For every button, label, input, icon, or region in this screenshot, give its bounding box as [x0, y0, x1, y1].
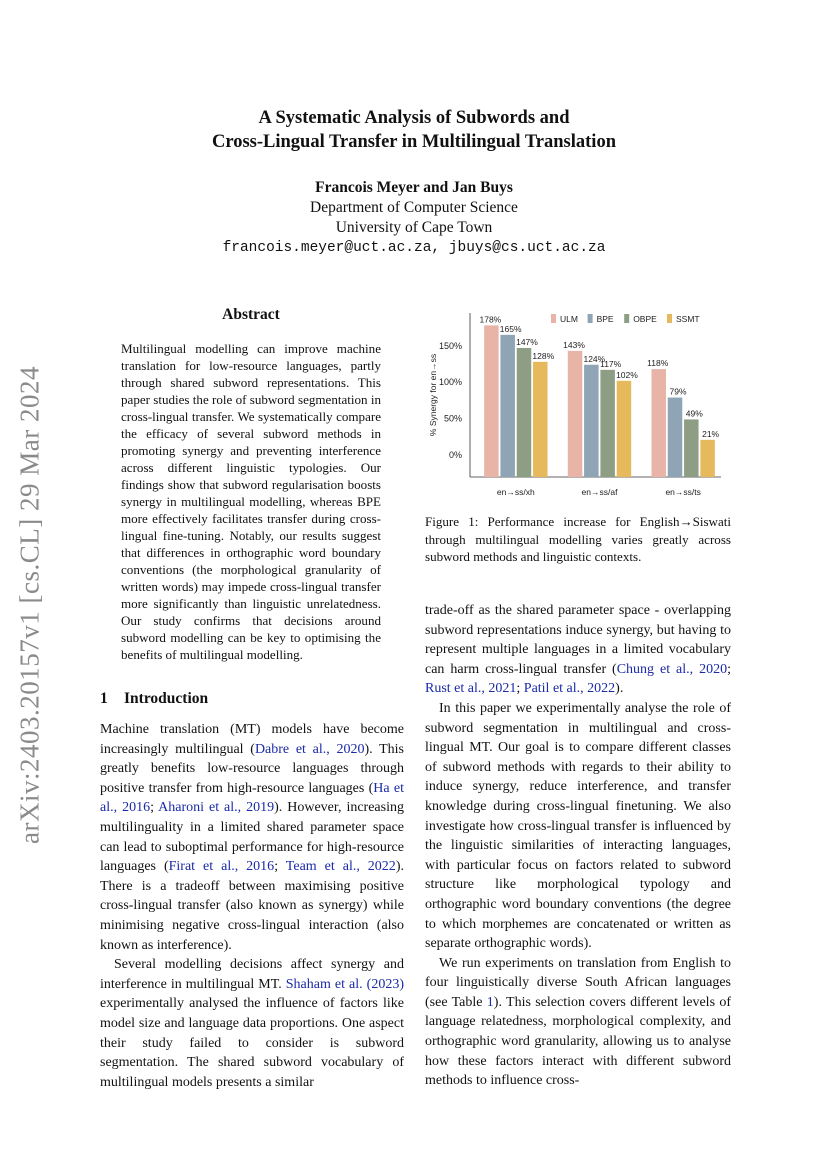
arxiv-stamp: arXiv:2403.20157v1 [cs.CL] 29 Mar 2024 — [14, 366, 45, 844]
paragraph: Machine translation (MT) models have become increasingly multilingual (Dabre et al., 2020). This greatly benefits low-resource languages through positive transfer from high-resource languages (Ha et al., 2016; Aharoni et al., 2019). However, increasing multilinguality in a limited shared parameter space can lead to suboptimal performance for high-resource languages (Firat et al., 2016; Team et al., 2022). There is a tradeoff between maximising positive cross-lingual transfer (also known as synergy) while minimising negative cross-lingual interaction (also known as interference). — [100, 722, 405, 953]
data-label: 178% — [479, 314, 502, 325]
citation-link[interactable]: Ha et al., 2016 — [100, 780, 405, 816]
data-label: 128% — [532, 350, 555, 361]
x-category-label: en→ss/xh — [496, 487, 535, 497]
citation-link[interactable]: Rust et al., 2021 — [425, 681, 517, 697]
citation-link[interactable]: Aharoni et al., 2019 — [158, 800, 275, 816]
bar-obpe — [684, 419, 699, 477]
legend-swatch — [588, 314, 593, 323]
author-block — [100, 178, 728, 258]
data-label: 147% — [516, 336, 538, 347]
y-tick-label: 0% — [448, 450, 462, 461]
paragraph: Several modelling decisions affect synergy and interference in multilingual MT. Shaham et al. (2023) experimentally analysed the influence of factors like model size and language data proportions. One aspect their study failed to consider is subword segmentation. The shared subword vocabulary of multilingual models presents a similar — [100, 957, 404, 1090]
legend-label: OBPE — [633, 314, 657, 324]
figure-caption: Figure 1: Performance increase for English→Siswati through multilingual modelling varies greatly across subword methods and linguistic contexts. — [425, 514, 731, 564]
paragraph: In this paper we experimentally analyse the role of subword segmentation in multilingual and cross-lingual MT. Our goal is to compare different classes of subword methods with regards to their ability to induce synergy, reduce interference, and transfer knowledge during cross-lingual finetuning. We also investigate how cross-lingual transfer is influenced by the linguistic similarities of interacting languages, with particular focus on factors related to subword structure like morphological typology and orthographic word boundary conventions (the degree to which morphemes are concatenated or written as separate orthographic words). — [425, 700, 731, 952]
y-tick-label: 50% — [443, 413, 462, 424]
data-label: 21% — [702, 428, 720, 439]
bar-bpe — [584, 365, 599, 477]
citation-link[interactable]: Firat et al., 2016 — [168, 859, 275, 875]
figure-1 — [425, 305, 731, 505]
section-number: 1 — [100, 690, 108, 707]
bar-ssmt — [533, 362, 548, 477]
legend-label: ULM — [560, 314, 578, 324]
legend-label: SSMT — [676, 314, 700, 324]
citation-link[interactable]: Patil et al., 2022 — [523, 681, 616, 697]
bar-ulm — [651, 369, 666, 477]
data-label: 49% — [685, 408, 703, 419]
data-label: 124% — [583, 353, 606, 364]
citation-link[interactable]: Chung et al., 2020 — [616, 661, 728, 677]
bar-obpe — [600, 370, 615, 477]
legend-swatch — [667, 314, 672, 323]
legend-swatch — [624, 314, 629, 323]
data-label: 118% — [647, 358, 669, 369]
right-column-body — [425, 601, 731, 1091]
paragraph: We run experiments on translation from English to four linguistically diverse South African languages (see Table 1). This selection covers different levels of language relatedness, morphological complexity, and orthographic word granularity, allowing us to analyse how these factors interact with different subword methods to influence cross- — [425, 955, 731, 1089]
section-heading — [100, 690, 208, 708]
data-label: 117% — [600, 358, 622, 369]
citation-link[interactable]: Team et al., 2022 — [285, 859, 396, 875]
author-department: Department of Computer Science — [310, 199, 518, 216]
data-label: 165% — [499, 323, 522, 334]
paper-title — [100, 106, 728, 154]
citation-link[interactable]: Shaham et al. (2023) — [285, 976, 404, 992]
data-label: 79% — [669, 386, 687, 397]
left-column-body — [100, 720, 404, 1092]
author-emails: francois.meyer@uct.ac.za, jbuys@cs.uct.ac.za — [222, 240, 606, 256]
author-university: University of Cape Town — [335, 219, 493, 236]
bar-ulm — [568, 351, 583, 477]
author-names: Francois Meyer and Jan Buys — [315, 179, 513, 196]
x-category-label: en→ss/af — [581, 487, 618, 497]
x-category-label: en→ss/ts — [665, 487, 701, 497]
bar-obpe — [517, 348, 532, 477]
y-tick-label: 100% — [438, 377, 462, 388]
y-axis-label: % Synergy for en→ss — [428, 353, 438, 437]
synergy-bar-chart — [425, 305, 731, 505]
bar-ssmt — [617, 381, 632, 477]
title-line-2: Cross-Lingual Transfer in Multilingual Translation — [211, 132, 616, 152]
bar-bpe — [668, 398, 683, 477]
bar-ssmt — [700, 440, 715, 477]
paragraph: trade-off as the shared parameter space - overlapping subword representations induce synergy, but having to represent multiple languages in a limited vocabulary can harm cross-lingual transfer (Chung et al., 2020; Rust et al., 2021; Patil et al., 2022). — [425, 603, 731, 697]
section-title: Introduction — [124, 690, 209, 707]
table-reference-link[interactable]: 1 — [486, 994, 494, 1010]
title-line-1: A Systematic Analysis of Subwords and — [258, 108, 570, 128]
y-tick-label: 150% — [438, 340, 462, 351]
citation-link[interactable]: Dabre et al., 2020 — [254, 741, 365, 757]
bar-ulm — [484, 325, 499, 477]
legend-label: BPE — [596, 314, 614, 324]
bar-bpe — [500, 335, 515, 477]
data-label: 143% — [563, 339, 585, 350]
data-label: 102% — [616, 369, 638, 380]
abstract-heading: Abstract — [222, 306, 280, 323]
legend-swatch — [551, 314, 556, 323]
abstract-text: Multilingual modelling can improve machine translation for low-resource languages, partly through shared subword representations. This paper studies the role of subword segmentation in cross-lingual transfer. We systematically compare the efficacy of several subword methods in promoting synergy and preventing interference across different linguistic typologies. Our findings show that subword regularisation boosts synergy in multilingual modelling, whereas BPE more effectively facilitates transfer during cross-lingual fine-tuning. Notably, our results suggest that differences in orthographic word boundary conventions (the morphological granularity of written words) may impede cross-lingual transfer more significantly than linguistic unrelatedness. Our study confirms that decisions around subword modelling can be key to optimising the benefits of multilingual modelling. — [121, 341, 381, 662]
